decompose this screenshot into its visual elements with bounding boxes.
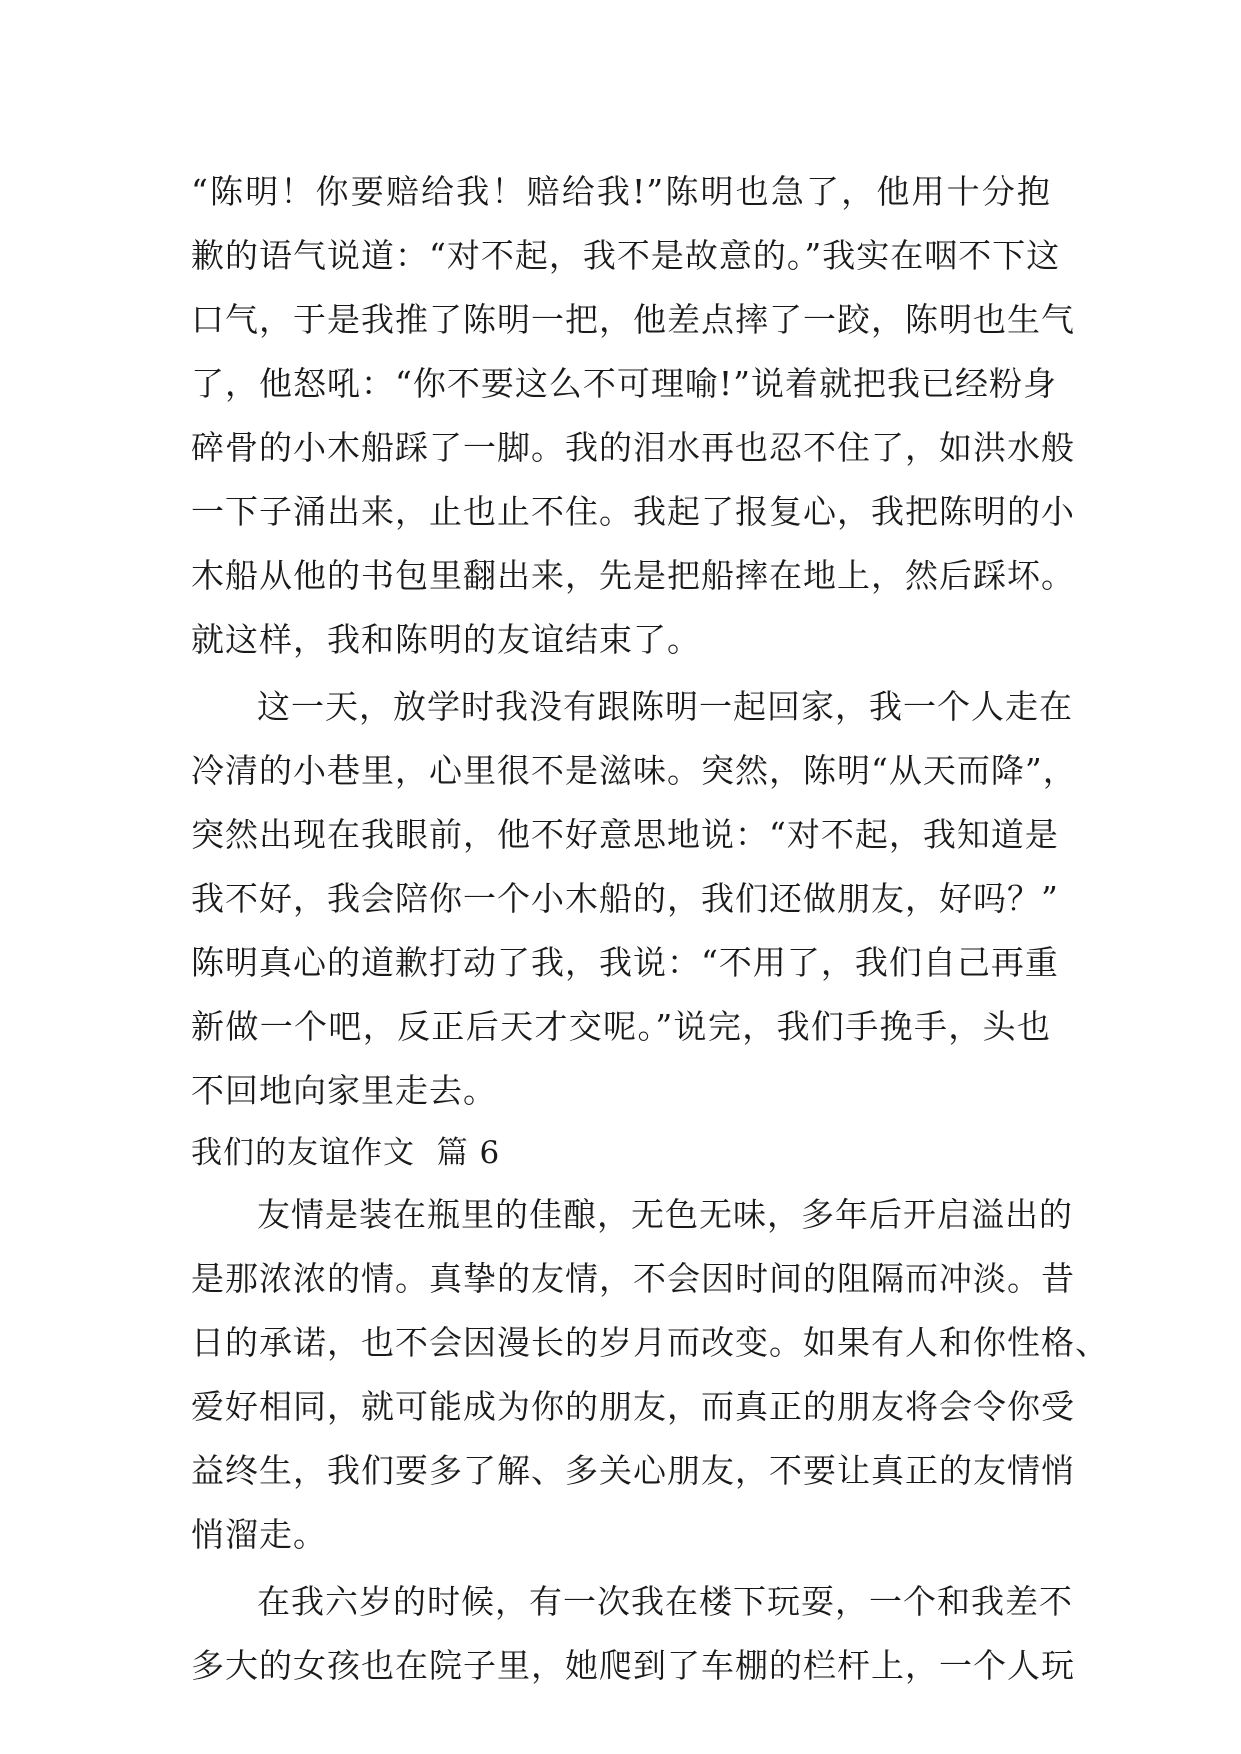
paragraph-line: 了，他怒吼：“你不要这么不可理喻!”说着就把我已经粉身	[191, 364, 1058, 403]
paragraph-line: 突然出现在我眼前，他不好意思地说：“对不起，我知道是	[191, 815, 1059, 854]
paragraph-line: 一下子涌出来，止也止不住。我起了报复心，我把陈明的小	[191, 492, 1075, 531]
paragraph-line: 日的承诺，也不会因漫长的岁月而改变。如果有人和你性格、	[191, 1323, 1109, 1362]
paragraph-line: 陈明真心的道歉打动了我，我说：“不用了，我们自己再重	[191, 943, 1059, 982]
document-page	[191, 160, 1109, 1698]
paragraph-4	[191, 1570, 1075, 1698]
paragraph-3	[191, 1183, 1109, 1567]
paragraph-line: “陈明！你要赔给我！赔给我!”陈明也急了，他用十分抱	[191, 172, 1051, 211]
paragraph-line: 是那浓浓的情。真挚的友情，不会因时间的阻隔而冲淡。昔	[191, 1259, 1075, 1298]
paragraph-2	[191, 675, 1077, 1123]
paragraph-1	[191, 160, 1075, 672]
paragraph-line: 多大的女孩也在院子里，她爬到了车棚的栏杆上，一个人玩	[191, 1646, 1075, 1685]
paragraph-line: 冷清的小巷里，心里很不是滋味。突然，陈明“从天而降”，	[191, 751, 1077, 790]
paragraph-line: 悄溜走。	[191, 1515, 327, 1554]
paragraph-line: 在我六岁的时候，有一次我在楼下玩耍，一个和我差不	[257, 1582, 1073, 1621]
paragraph-line: 歉的语气说道：“对不起，我不是故意的。”我实在咽不下这	[191, 236, 1061, 275]
paragraph-line: 我不好，我会陪你一个小木船的，我们还做朋友，好吗？”	[191, 879, 1059, 918]
paragraph-line: 木船从他的书包里翻出来，先是把船摔在地上，然后踩坏。	[191, 556, 1075, 595]
paragraph-line: 这一天，放学时我没有跟陈明一起回家，我一个人走在	[257, 687, 1073, 726]
section-heading: 我们的友谊作文 篇 6	[191, 1135, 501, 1171]
paragraph-line: 口气，于是我推了陈明一把，他差点摔了一跤，陈明也生气	[191, 300, 1075, 339]
paragraph-line: 不回地向家里走去。	[191, 1071, 497, 1110]
paragraph-line: 爱好相同，就可能成为你的朋友，而真正的朋友将会令你受	[191, 1387, 1075, 1426]
paragraph-line: 新做一个吧，反正后天才交呢。”说完，我们手挽手，头也	[191, 1007, 1051, 1046]
paragraph-line: 就这样，我和陈明的友谊结束了。	[191, 620, 701, 659]
paragraph-line: 碎骨的小木船踩了一脚。我的泪水再也忍不住了，如洪水般	[191, 428, 1075, 467]
paragraph-line: 益终生，我们要多了解、多关心朋友，不要让真正的友情悄	[191, 1451, 1075, 1490]
paragraph-line: 友情是装在瓶里的佳酿，无色无味，多年后开启溢出的	[257, 1195, 1073, 1234]
